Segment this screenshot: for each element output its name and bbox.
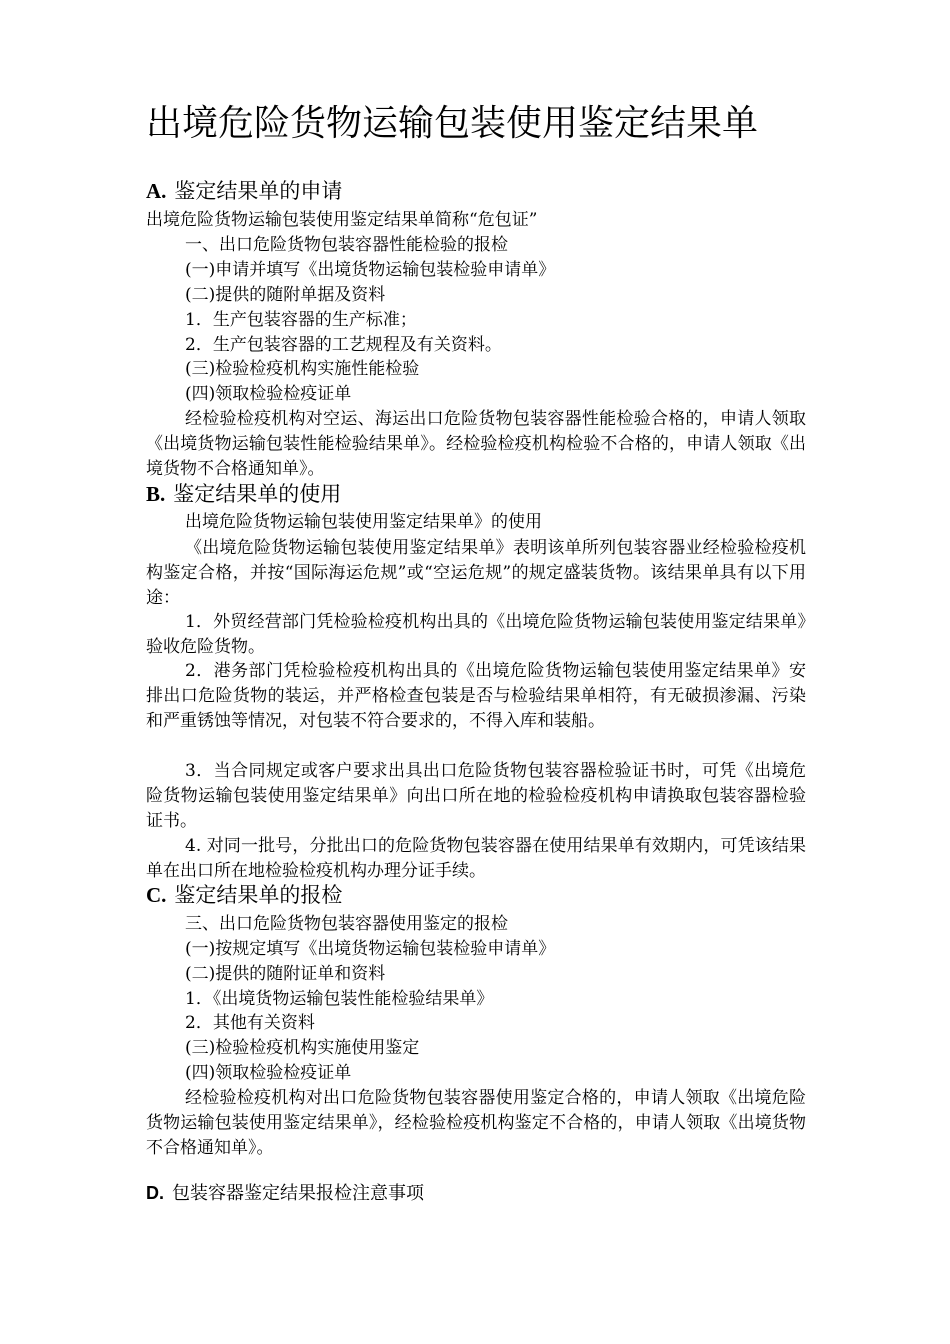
section-b-paragraph: 3．当合同规定或客户要求出具出口危险货物包装容器检验证书时，可凭《出境危险货物运输包装使用鉴定结果单》向出口所在地的检验检疫机构申请换取包装容器检验证书。 — [146, 761, 806, 831]
section-b-paragraph: 4. 对同一批号，分批出口的危险货物包装容器在使用结果单有效期内，可凭该结果单在出口所在地检验检疫机构办理分证手续。 — [146, 836, 806, 881]
section-b-intro: 出境危险货物运输包装使用鉴定结果单》的使用 — [185, 512, 542, 532]
section-d-letter: D. — [146, 1183, 164, 1203]
section-a-line: (一)申请并填写《出境货物运输包装检验申请单》 — [185, 260, 556, 280]
section-a-line: (四)领取检验检疫证单 — [185, 384, 352, 404]
section-b-heading — [146, 481, 341, 507]
section-a-line: (二)提供的随附单据及资料 — [185, 285, 386, 305]
section-a-title: 鉴定结果单的申请 — [174, 179, 343, 203]
section-c-line: (四)领取检验检疫证单 — [185, 1063, 352, 1083]
section-c-line: 三、出口危险货物包装容器使用鉴定的报检 — [185, 914, 508, 934]
section-b-paragraph: 《出境危险货物运输包装使用鉴定结果单》表明该单所列包装容器业经检验检疫机构鉴定合格，并按“国际海运危规”或“空运危规”的规定盛装货物。该结果单具有以下用途： — [146, 538, 806, 608]
section-b-paragraph: 2．港务部门凭检验检疫机构出具的《出境危险货物运输包装使用鉴定结果单》安排出口危险货物的装运，并严格检查包装是否与检验结果单相符，有无破损渗漏、污染和严重锈蚀等情况，对包装不符合要求的，不得入库和装船。 — [146, 661, 806, 731]
section-c-heading — [146, 882, 342, 908]
section-a-line: 1．生产包装容器的生产标准； — [185, 310, 417, 330]
document-title: 出境危险货物运输包装使用鉴定结果单 — [146, 103, 759, 144]
section-a-line: 2．生产包装容器的工艺规程及有关资料。 — [185, 335, 502, 355]
section-d-heading — [146, 1180, 424, 1207]
section-a-line: (三)检验检疫机构实施性能检验 — [185, 359, 420, 379]
section-a-letter: A. — [146, 179, 167, 203]
section-c-line: (一)按规定填写《出境货物运输包装检验申请单》 — [185, 939, 556, 959]
section-b-letter: B. — [146, 482, 166, 506]
section-c-line: 2．其他有关资料 — [185, 1013, 315, 1033]
section-c-line: (二)提供的随附证单和资料 — [185, 964, 386, 984]
section-a-heading — [146, 178, 342, 204]
section-c-title: 鉴定结果单的报检 — [174, 883, 343, 907]
section-c-line: (三)检验检疫机构实施使用鉴定 — [185, 1038, 420, 1058]
section-a-intro: 出境危险货物运输包装使用鉴定结果单简称“危包证” — [146, 210, 538, 230]
section-b-paragraph: 1．外贸经营部门凭检验检疫机构出具的《出境危险货物运输包装使用鉴定结果单》验收危险货物。 — [146, 612, 806, 657]
section-a-line: 一、出口危险货物包装容器性能检验的报检 — [185, 235, 508, 255]
section-b-title: 鉴定结果单的使用 — [173, 482, 342, 506]
section-d-title: 包装容器鉴定结果报检注意事项 — [172, 1183, 424, 1204]
section-c-letter: C. — [146, 883, 167, 907]
section-a-paragraph: 经检验检疫机构对空运、海运出口危险货物包装容器性能检验合格的，申请人领取《出境货物运输包装性能检验结果单》。经检验检疫机构检验不合格的，申请人领取《出境货物不合格通知单》。 — [146, 409, 806, 479]
section-c-paragraph: 经检验检疫机构对出口危险货物包装容器使用鉴定合格的，申请人领取《出境危险货物运输包装使用鉴定结果单》，经检验检疫机构鉴定不合格的，申请人领取《出境货物不合格通知单》。 — [146, 1088, 806, 1158]
section-c-line: 1．《出境货物运输包装性能检验结果单》 — [185, 989, 494, 1009]
